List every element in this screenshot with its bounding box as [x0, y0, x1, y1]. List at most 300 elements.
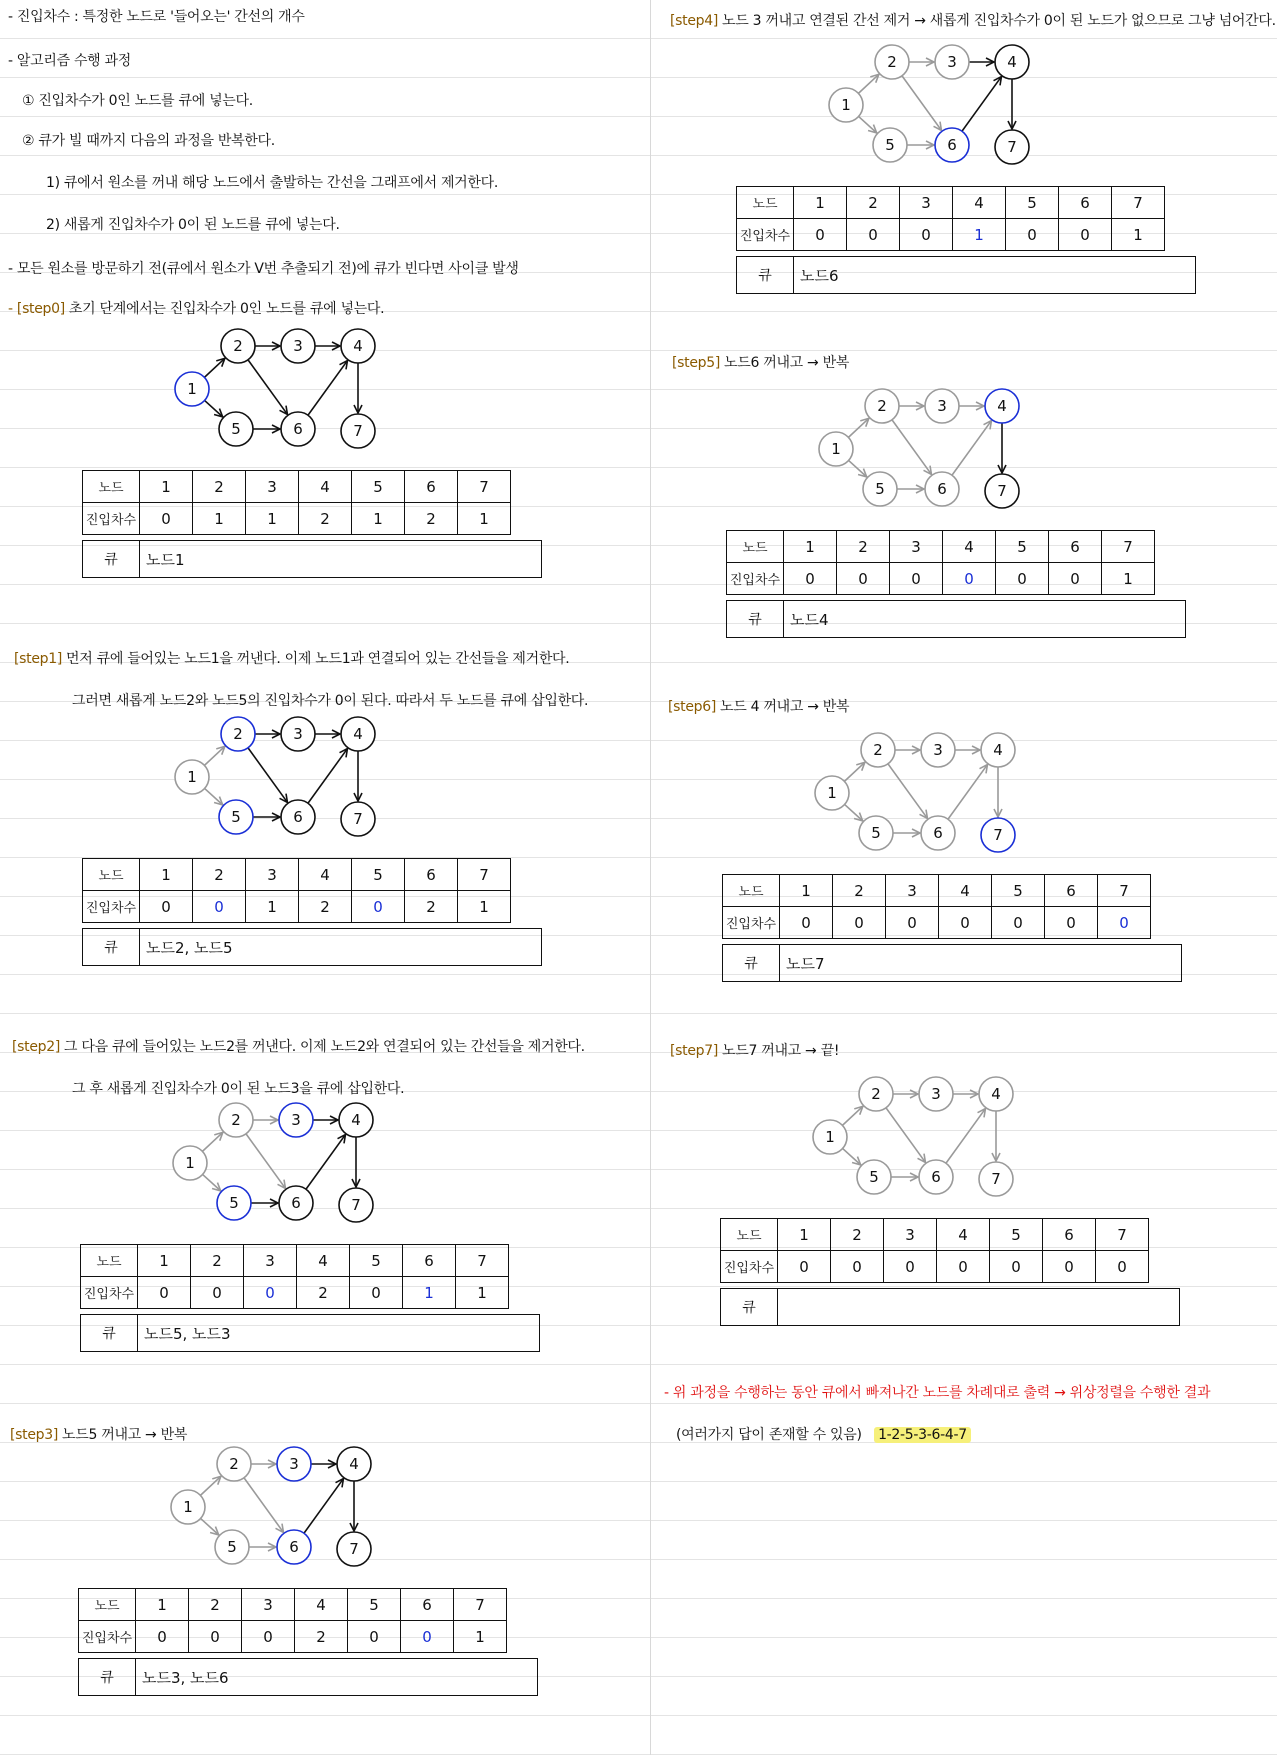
node-cell: 7 — [1098, 875, 1151, 907]
queue-value: 노드3, 노드6 — [142, 1668, 229, 1687]
svg-text:3: 3 — [931, 1085, 941, 1103]
indegree-cell: 2 — [295, 1621, 348, 1653]
step7-tag: [step7] — [670, 1043, 719, 1059]
graph-node-6 — [281, 412, 315, 446]
node-cell: 4 — [953, 187, 1006, 219]
node-cell: 2 — [191, 1245, 244, 1277]
svg-text:2: 2 — [233, 337, 243, 355]
svg-text:7: 7 — [353, 422, 363, 440]
svg-text:4: 4 — [993, 741, 1003, 759]
step0-text: 초기 단계에서는 진입차수가 0인 노드를 큐에 넣는다. — [68, 301, 385, 317]
edge-2-6 — [902, 76, 941, 131]
node-header: 노드 — [723, 875, 780, 907]
step1-caption — [14, 648, 569, 668]
step7-text: 노드7 꺼내고 → 끝! — [722, 1043, 840, 1059]
indegree-cell: 0 — [890, 563, 943, 595]
edge-1-5 — [845, 804, 863, 820]
indegree-cell: 0 — [943, 563, 996, 595]
edge-1-5 — [843, 1148, 861, 1164]
indegree-header: 진입차수 — [81, 1277, 138, 1309]
indegree-cell: 0 — [136, 1621, 189, 1653]
indegree-cell: 0 — [778, 1251, 831, 1283]
indegree-cell: 1 — [193, 503, 246, 535]
node-cell: 4 — [295, 1589, 348, 1621]
indegree-table — [82, 470, 511, 535]
svg-text:4: 4 — [997, 397, 1007, 415]
svg-text:4: 4 — [353, 725, 363, 743]
indegree-table — [82, 858, 511, 923]
graph-node-4 — [981, 733, 1015, 767]
edge-1-5 — [859, 116, 877, 132]
node-cell: 4 — [937, 1219, 990, 1251]
indegree-cell: 0 — [401, 1621, 454, 1653]
edge-1-2 — [844, 762, 864, 781]
queue-label: 큐 — [723, 945, 780, 981]
graph-node-5 — [863, 472, 897, 506]
node-cell: 5 — [992, 875, 1045, 907]
svg-text:2: 2 — [871, 1085, 881, 1103]
result-note-line — [676, 1424, 971, 1444]
queue-box — [80, 1314, 540, 1352]
indegree-cell: 0 — [350, 1277, 403, 1309]
indegree-header: 진입차수 — [79, 1621, 136, 1653]
indegree-table — [80, 1244, 509, 1309]
graph-node-3 — [277, 1447, 311, 1481]
indegree-cell: 0 — [886, 907, 939, 939]
svg-text:2: 2 — [229, 1455, 239, 1473]
node-cell: 5 — [990, 1219, 1043, 1251]
queue-box — [82, 928, 542, 966]
svg-text:6: 6 — [291, 1194, 301, 1212]
graph-node-3 — [919, 1077, 953, 1111]
queue-box — [726, 600, 1186, 638]
graph-node-5 — [873, 128, 907, 162]
dag-graph — [716, 384, 1186, 520]
svg-text:4: 4 — [991, 1085, 1001, 1103]
indegree-table — [736, 186, 1165, 251]
node-cell: 4 — [939, 875, 992, 907]
node-cell: 7 — [1102, 531, 1155, 563]
queue-value: 노드1 — [146, 550, 185, 569]
svg-text:5: 5 — [229, 1194, 239, 1212]
edge-6-4 — [952, 421, 991, 476]
indegree-cell: 0 — [1059, 219, 1112, 251]
algorithm-step-1: ① 진입차수가 0인 노드를 큐에 넣는다. — [22, 93, 253, 109]
graph-node-1 — [829, 88, 863, 122]
node-cell: 6 — [405, 471, 458, 503]
indegree-cell: 0 — [352, 891, 405, 923]
svg-text:1: 1 — [185, 1154, 195, 1172]
indegree-header: 진입차수 — [727, 563, 784, 595]
node-cell: 6 — [401, 1589, 454, 1621]
svg-text:6: 6 — [293, 808, 303, 826]
queue-box — [722, 944, 1182, 982]
algorithm-substep-2: 2) 새롭게 진입차수가 0이 된 노드를 큐에 넣는다. — [46, 217, 340, 233]
indegree-table — [726, 530, 1155, 595]
step2-tag: [step2] — [12, 1039, 61, 1055]
edge-2-6 — [892, 420, 931, 475]
step6-tag: [step6] — [668, 699, 717, 715]
node-cell: 6 — [1049, 531, 1102, 563]
node-cell: 5 — [352, 859, 405, 891]
svg-text:3: 3 — [291, 1111, 301, 1129]
graph-node-1 — [813, 1120, 847, 1154]
node-cell: 5 — [350, 1245, 403, 1277]
node-header: 노드 — [81, 1245, 138, 1277]
step4-text: 노드 3 꺼내고 연결된 간선 제거 → 새롭게 진입차수가 0이 된 노드가 없으므로 그냥 넘어간다. — [722, 13, 1276, 29]
graph-node-6 — [277, 1530, 311, 1564]
node-header: 노드 — [737, 187, 794, 219]
indegree-cell: 0 — [244, 1277, 297, 1309]
indegree-cell: 1 — [458, 503, 511, 535]
step5-tag: [step5] — [672, 355, 721, 371]
edge-1-2 — [858, 74, 878, 93]
dag-graph — [72, 324, 542, 460]
graph-node-5 — [859, 816, 893, 850]
node-cell: 1 — [140, 859, 193, 891]
graph-node-2 — [875, 45, 909, 79]
graph-node-2 — [221, 717, 255, 751]
graph-node-7 — [979, 1162, 1013, 1196]
step-panel — [72, 712, 542, 974]
svg-text:7: 7 — [353, 810, 363, 828]
indegree-header: 진입차수 — [737, 219, 794, 251]
graph-node-3 — [281, 329, 315, 363]
queue-label: 큐 — [721, 1289, 778, 1325]
graph-node-6 — [921, 816, 955, 850]
queue-label: 큐 — [83, 541, 140, 577]
svg-text:1: 1 — [187, 768, 197, 786]
node-header: 노드 — [721, 1219, 778, 1251]
node-cell: 6 — [405, 859, 458, 891]
graph-node-4 — [995, 45, 1029, 79]
graph-node-7 — [981, 818, 1015, 852]
graph-node-7 — [339, 1188, 373, 1222]
indegree-cell: 0 — [348, 1621, 401, 1653]
queue-label: 큐 — [737, 257, 794, 293]
indegree-cell: 0 — [837, 563, 890, 595]
node-header: 노드 — [79, 1589, 136, 1621]
svg-text:5: 5 — [231, 420, 241, 438]
step5-caption — [672, 352, 849, 372]
graph-node-5 — [215, 1530, 249, 1564]
node-cell: 3 — [890, 531, 943, 563]
svg-text:7: 7 — [349, 1540, 359, 1558]
node-cell: 2 — [189, 1589, 242, 1621]
indegree-cell: 0 — [191, 1277, 244, 1309]
svg-text:3: 3 — [947, 53, 957, 71]
edge-1-2 — [848, 418, 868, 437]
graph-node-1 — [819, 432, 853, 466]
svg-text:1: 1 — [183, 1498, 193, 1516]
svg-text:5: 5 — [885, 136, 895, 154]
dag-graph — [712, 728, 1182, 864]
indegree-cell: 0 — [1043, 1251, 1096, 1283]
node-cell: 5 — [352, 471, 405, 503]
indegree-cell: 0 — [193, 891, 246, 923]
step3-tag: [step3] — [10, 1427, 59, 1443]
step6-caption — [668, 696, 849, 716]
graph-node-7 — [337, 1532, 371, 1566]
node-cell: 3 — [884, 1219, 937, 1251]
dag-graph — [70, 1098, 540, 1234]
svg-text:2: 2 — [873, 741, 883, 759]
dag-graph — [710, 1072, 1180, 1208]
definition-line: - 진입차수 : 특정한 노드로 '들어오는' 간선의 개수 — [8, 9, 305, 25]
svg-text:5: 5 — [871, 824, 881, 842]
node-cell: 3 — [886, 875, 939, 907]
indegree-cell: 2 — [297, 1277, 350, 1309]
graph-node-4 — [341, 717, 375, 751]
graph-node-2 — [219, 1103, 253, 1137]
indegree-cell: 0 — [242, 1621, 295, 1653]
node-cell: 5 — [348, 1589, 401, 1621]
step2-text2: 그 후 새롭게 진입차수가 0이 된 노드3을 큐에 삽입한다. — [72, 1081, 405, 1097]
indegree-cell: 1 — [456, 1277, 509, 1309]
queue-value: 노드4 — [790, 610, 829, 629]
indegree-cell: 0 — [939, 907, 992, 939]
indegree-cell: 0 — [138, 1277, 191, 1309]
svg-text:6: 6 — [931, 1168, 941, 1186]
graph-node-3 — [935, 45, 969, 79]
indegree-cell: 2 — [299, 503, 352, 535]
queue-value: 노드7 — [786, 954, 825, 973]
indegree-cell: 1 — [953, 219, 1006, 251]
indegree-cell: 1 — [1112, 219, 1165, 251]
node-cell: 3 — [900, 187, 953, 219]
indegree-cell: 1 — [352, 503, 405, 535]
algorithm-step-2: ② 큐가 빌 때까지 다음의 과정을 반복한다. — [22, 133, 275, 149]
indegree-cell: 0 — [833, 907, 886, 939]
indegree-cell: 0 — [780, 907, 833, 939]
svg-text:3: 3 — [293, 337, 303, 355]
graph-node-2 — [217, 1447, 251, 1481]
node-cell: 1 — [794, 187, 847, 219]
node-cell: 2 — [193, 471, 246, 503]
indegree-cell: 2 — [405, 503, 458, 535]
step2-text: 그 다음 큐에 들어있는 노드2를 꺼낸다. 이제 노드2와 연결되어 있는 간선들을 제거한다. — [64, 1039, 585, 1055]
indegree-cell: 0 — [140, 891, 193, 923]
indegree-cell: 0 — [900, 219, 953, 251]
edge-6-4 — [308, 361, 347, 416]
edge-1-2 — [204, 746, 224, 765]
svg-text:1: 1 — [831, 440, 841, 458]
node-cell: 4 — [299, 859, 352, 891]
edge-2-6 — [248, 748, 287, 803]
node-cell: 1 — [780, 875, 833, 907]
step3-text: 노드5 꺼내고 → 반복 — [62, 1427, 188, 1443]
node-cell: 3 — [246, 471, 299, 503]
indegree-table — [720, 1218, 1149, 1283]
indegree-cell: 1 — [246, 891, 299, 923]
indegree-cell: 2 — [405, 891, 458, 923]
step0-caption — [8, 298, 384, 318]
indegree-cell: 0 — [1045, 907, 1098, 939]
indegree-cell: 0 — [992, 907, 1045, 939]
result-line: - 위 과정을 수행하는 동안 큐에서 빠져나간 노드를 차례대로 출력 → 위상정렬을 수행한 결과 — [664, 1385, 1211, 1401]
svg-text:6: 6 — [289, 1538, 299, 1556]
node-header: 노드 — [727, 531, 784, 563]
queue-value — [778, 1289, 784, 1325]
svg-text:3: 3 — [293, 725, 303, 743]
svg-text:1: 1 — [825, 1128, 835, 1146]
step-panel — [72, 324, 542, 586]
algorithm-heading: - 알고리즘 수행 과정 — [8, 53, 131, 69]
indegree-cell: 0 — [1006, 219, 1059, 251]
step5-text: 노드6 꺼내고 → 반복 — [724, 355, 850, 371]
svg-text:2: 2 — [887, 53, 897, 71]
edge-1-2 — [200, 1476, 220, 1495]
edge-1-2 — [202, 1132, 222, 1151]
edge-1-5 — [203, 1174, 221, 1190]
svg-text:6: 6 — [937, 480, 947, 498]
indegree-table — [78, 1588, 507, 1653]
node-cell: 6 — [403, 1245, 456, 1277]
svg-text:4: 4 — [353, 337, 363, 355]
indegree-cell: 0 — [794, 219, 847, 251]
dag-graph — [72, 712, 542, 848]
step2-caption — [12, 1036, 585, 1056]
step1-text: 먼저 큐에 들어있는 노드1을 꺼낸다. 이제 노드1과 연결되어 있는 간선들을 제거한다. — [66, 651, 570, 667]
edge-1-5 — [849, 460, 867, 476]
edge-1-5 — [205, 400, 223, 416]
node-cell: 7 — [458, 471, 511, 503]
svg-text:5: 5 — [875, 480, 885, 498]
node-cell: 7 — [1112, 187, 1165, 219]
step1-tag: [step1] — [14, 651, 63, 667]
svg-text:7: 7 — [351, 1196, 361, 1214]
node-cell: 1 — [138, 1245, 191, 1277]
dag-graph — [726, 40, 1196, 176]
indegree-cell: 0 — [1049, 563, 1102, 595]
node-cell: 6 — [1059, 187, 1112, 219]
graph-node-1 — [173, 1146, 207, 1180]
queue-value: 노드6 — [800, 266, 839, 285]
graph-node-4 — [979, 1077, 1013, 1111]
node-cell: 5 — [1006, 187, 1059, 219]
dag-graph — [68, 1442, 538, 1578]
node-cell: 7 — [456, 1245, 509, 1277]
edge-2-6 — [886, 1108, 925, 1163]
result-note: (여러가지 답이 존재할 수 있음) — [676, 1427, 862, 1443]
graph-node-2 — [865, 389, 899, 423]
step0-tag: - [step0] — [8, 301, 65, 317]
queue-label: 큐 — [83, 929, 140, 965]
indegree-cell: 0 — [831, 1251, 884, 1283]
step-panel — [712, 728, 1182, 990]
edge-6-4 — [308, 749, 347, 804]
indegree-cell: 0 — [996, 563, 1049, 595]
queue-value: 노드2, 노드5 — [146, 938, 233, 957]
queue-box — [736, 256, 1196, 294]
svg-text:5: 5 — [869, 1168, 879, 1186]
svg-text:5: 5 — [231, 808, 241, 826]
graph-node-1 — [171, 1490, 205, 1524]
result-answer: 1-2-5-3-6-4-7 — [874, 1427, 971, 1443]
queue-box — [82, 540, 542, 578]
step-panel — [710, 1072, 1180, 1334]
cycle-note: - 모든 원소를 방문하기 전(큐에서 원소가 V번 추출되기 전)에 큐가 빈다면 사이클 발생 — [8, 261, 519, 277]
graph-node-6 — [935, 128, 969, 162]
node-cell: 6 — [1043, 1219, 1096, 1251]
graph-node-5 — [219, 800, 253, 834]
graph-node-5 — [857, 1160, 891, 1194]
svg-text:4: 4 — [1007, 53, 1017, 71]
node-cell: 7 — [1096, 1219, 1149, 1251]
node-cell: 3 — [242, 1589, 295, 1621]
svg-text:3: 3 — [289, 1455, 299, 1473]
node-cell: 2 — [847, 187, 900, 219]
edge-2-6 — [244, 1478, 283, 1533]
step-panel — [716, 384, 1186, 646]
queue-box — [720, 1288, 1180, 1326]
graph-node-6 — [925, 472, 959, 506]
svg-text:2: 2 — [233, 725, 243, 743]
graph-node-1 — [815, 776, 849, 810]
indegree-cell: 1 — [403, 1277, 456, 1309]
graph-node-3 — [925, 389, 959, 423]
indegree-cell: 1 — [246, 503, 299, 535]
step7-caption — [670, 1040, 839, 1060]
column-divider — [650, 0, 651, 1755]
node-cell: 2 — [833, 875, 886, 907]
graph-node-5 — [217, 1186, 251, 1220]
graph-node-2 — [859, 1077, 893, 1111]
svg-text:6: 6 — [947, 136, 957, 154]
graph-node-7 — [341, 414, 375, 448]
graph-node-7 — [995, 130, 1029, 164]
step1-text2: 그러면 새롭게 노드2와 노드5의 진입차수가 0이 된다. 따라서 두 노드를 큐에 삽입한다. — [72, 693, 589, 709]
node-cell: 1 — [136, 1589, 189, 1621]
indegree-cell: 2 — [299, 891, 352, 923]
indegree-cell: 0 — [937, 1251, 990, 1283]
edge-1-2 — [204, 358, 224, 377]
edge-6-4 — [962, 77, 1001, 132]
queue-label: 큐 — [727, 601, 784, 637]
node-header: 노드 — [83, 859, 140, 891]
graph-node-4 — [339, 1103, 373, 1137]
node-cell: 1 — [778, 1219, 831, 1251]
edge-6-4 — [304, 1479, 343, 1534]
step-panel — [68, 1442, 538, 1704]
svg-text:2: 2 — [231, 1111, 241, 1129]
svg-text:1: 1 — [827, 784, 837, 802]
graph-node-1 — [175, 760, 209, 794]
edge-6-4 — [948, 765, 987, 820]
indegree-header: 진입차수 — [83, 503, 140, 535]
svg-text:7: 7 — [997, 482, 1007, 500]
queue-label: 큐 — [79, 1659, 136, 1695]
node-cell: 1 — [784, 531, 837, 563]
edge-6-4 — [306, 1135, 345, 1190]
graph-node-3 — [281, 717, 315, 751]
step-panel — [726, 40, 1196, 302]
svg-text:7: 7 — [1007, 138, 1017, 156]
edge-2-6 — [888, 764, 927, 819]
graph-node-3 — [921, 733, 955, 767]
node-cell: 6 — [1045, 875, 1098, 907]
indegree-cell: 1 — [1102, 563, 1155, 595]
node-cell: 3 — [246, 859, 299, 891]
edge-1-5 — [201, 1518, 219, 1534]
node-cell: 2 — [193, 859, 246, 891]
graph-node-7 — [985, 474, 1019, 508]
node-cell: 7 — [454, 1589, 507, 1621]
graph-node-7 — [341, 802, 375, 836]
svg-text:6: 6 — [293, 420, 303, 438]
node-cell: 1 — [140, 471, 193, 503]
graph-node-4 — [337, 1447, 371, 1481]
